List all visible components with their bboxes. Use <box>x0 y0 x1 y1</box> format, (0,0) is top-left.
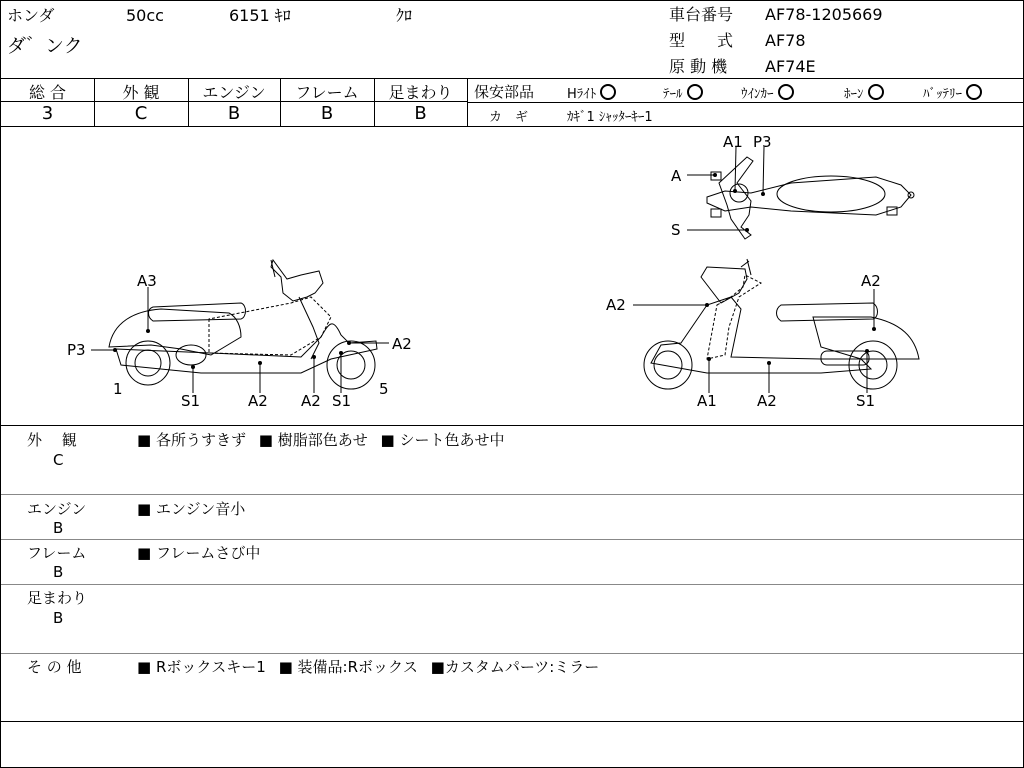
grade-label-engine: エンジン <box>202 83 266 102</box>
comment-title-suspension: 足まわり <box>27 589 88 607</box>
diag-label: S <box>671 221 681 239</box>
grade-value-exterior: C <box>134 103 148 124</box>
grade-label-frame: フレーム <box>295 83 359 102</box>
comment-title-exterior: 外 観 <box>27 431 77 449</box>
comment-notes-other: ■ Rボックスキー1 ■ 装備品:Rボックス ■カスタムパーツ:ミラー <box>137 658 600 676</box>
comment-notes-frame: ■ フレームさび中 <box>137 544 261 562</box>
diag-label: A3 <box>137 272 157 290</box>
comment-grade-engine: B <box>53 519 64 537</box>
diag-label: P3 <box>753 133 772 151</box>
diag-label: A2 <box>301 392 321 410</box>
grade-value-engine: B <box>227 103 241 124</box>
diag-label: S1 <box>856 392 876 410</box>
grade-value-overall: 3 <box>41 103 54 124</box>
diag-label: A1 <box>697 392 717 410</box>
engine-label: 原 動 機 <box>669 57 728 76</box>
model-name: ダ゛ンク <box>7 35 83 57</box>
diag-label: A2 <box>757 392 777 410</box>
diag-label: P3 <box>67 341 86 359</box>
safety-headlight: Hﾗｲﾄ <box>567 83 616 102</box>
safety-battery: ﾊﾞｯﾃﾘｰ <box>923 83 982 102</box>
grade-label-overall: 総 合 <box>28 83 67 102</box>
diag-label: S1 <box>332 392 352 410</box>
safety-taillight: ﾃｰﾙ <box>663 83 703 102</box>
diag-label: A <box>671 167 682 185</box>
ok-circle-icon <box>868 84 884 100</box>
diag-label: A2 <box>248 392 268 410</box>
grade-value-suspension: B <box>414 103 427 124</box>
safety-winker: ｳｲﾝｶｰ <box>741 83 794 102</box>
comment-title-frame: フレーム <box>27 544 87 562</box>
diag-label: A2 <box>392 335 412 353</box>
maker: ホンダ <box>7 6 55 25</box>
frame-no-label: 車台番号 <box>669 5 734 24</box>
safety-label: 保安部品 <box>474 83 535 101</box>
frame-no: AF78-1205669 <box>765 5 883 24</box>
ok-circle-icon <box>600 84 616 100</box>
comment-notes-engine: ■ エンジン音小 <box>137 500 246 518</box>
ok-circle-icon <box>966 84 982 100</box>
color: ｸﾛ <box>396 6 413 25</box>
mileage: 6151 ｷﾛ <box>229 6 291 25</box>
comment-title-engine: エンジン <box>27 500 87 518</box>
scooter-top-view <box>707 157 914 239</box>
diag-label: A2 <box>606 296 626 314</box>
comment-grade-exterior: C <box>53 451 64 469</box>
scooter-diagrams <box>1 127 1023 424</box>
diag-label: A2 <box>861 272 881 290</box>
type-value: AF78 <box>765 31 806 50</box>
diag-label: 5 <box>379 380 389 398</box>
key-value: ｶｷﾞ1 ｼｬｯﾀｰｷｰ1 <box>567 110 653 125</box>
safety-horn: ﾎｰﾝ <box>844 83 884 102</box>
grade-label-suspension: 足まわり <box>388 83 453 102</box>
grade-value-frame: B <box>320 103 334 124</box>
diag-label: S1 <box>181 392 201 410</box>
type-label: 型 式 <box>669 31 734 50</box>
diag-label: A1 <box>723 133 743 151</box>
key-label: カ ギ <box>489 110 529 125</box>
comment-title-other: そ の 他 <box>27 658 82 676</box>
comment-notes-exterior: ■ 各所うすきず ■ 樹脂部色あせ ■ シート色あせ中 <box>137 431 505 449</box>
comment-grade-frame: B <box>53 563 64 581</box>
engine-value: AF74E <box>765 57 816 76</box>
ok-circle-icon <box>778 84 794 100</box>
ok-circle-icon <box>687 84 703 100</box>
displacement: 50cc <box>126 6 164 25</box>
comment-grade-suspension: B <box>53 609 64 627</box>
grade-label-exterior: 外 観 <box>122 83 160 102</box>
diag-label: 1 <box>113 380 123 398</box>
